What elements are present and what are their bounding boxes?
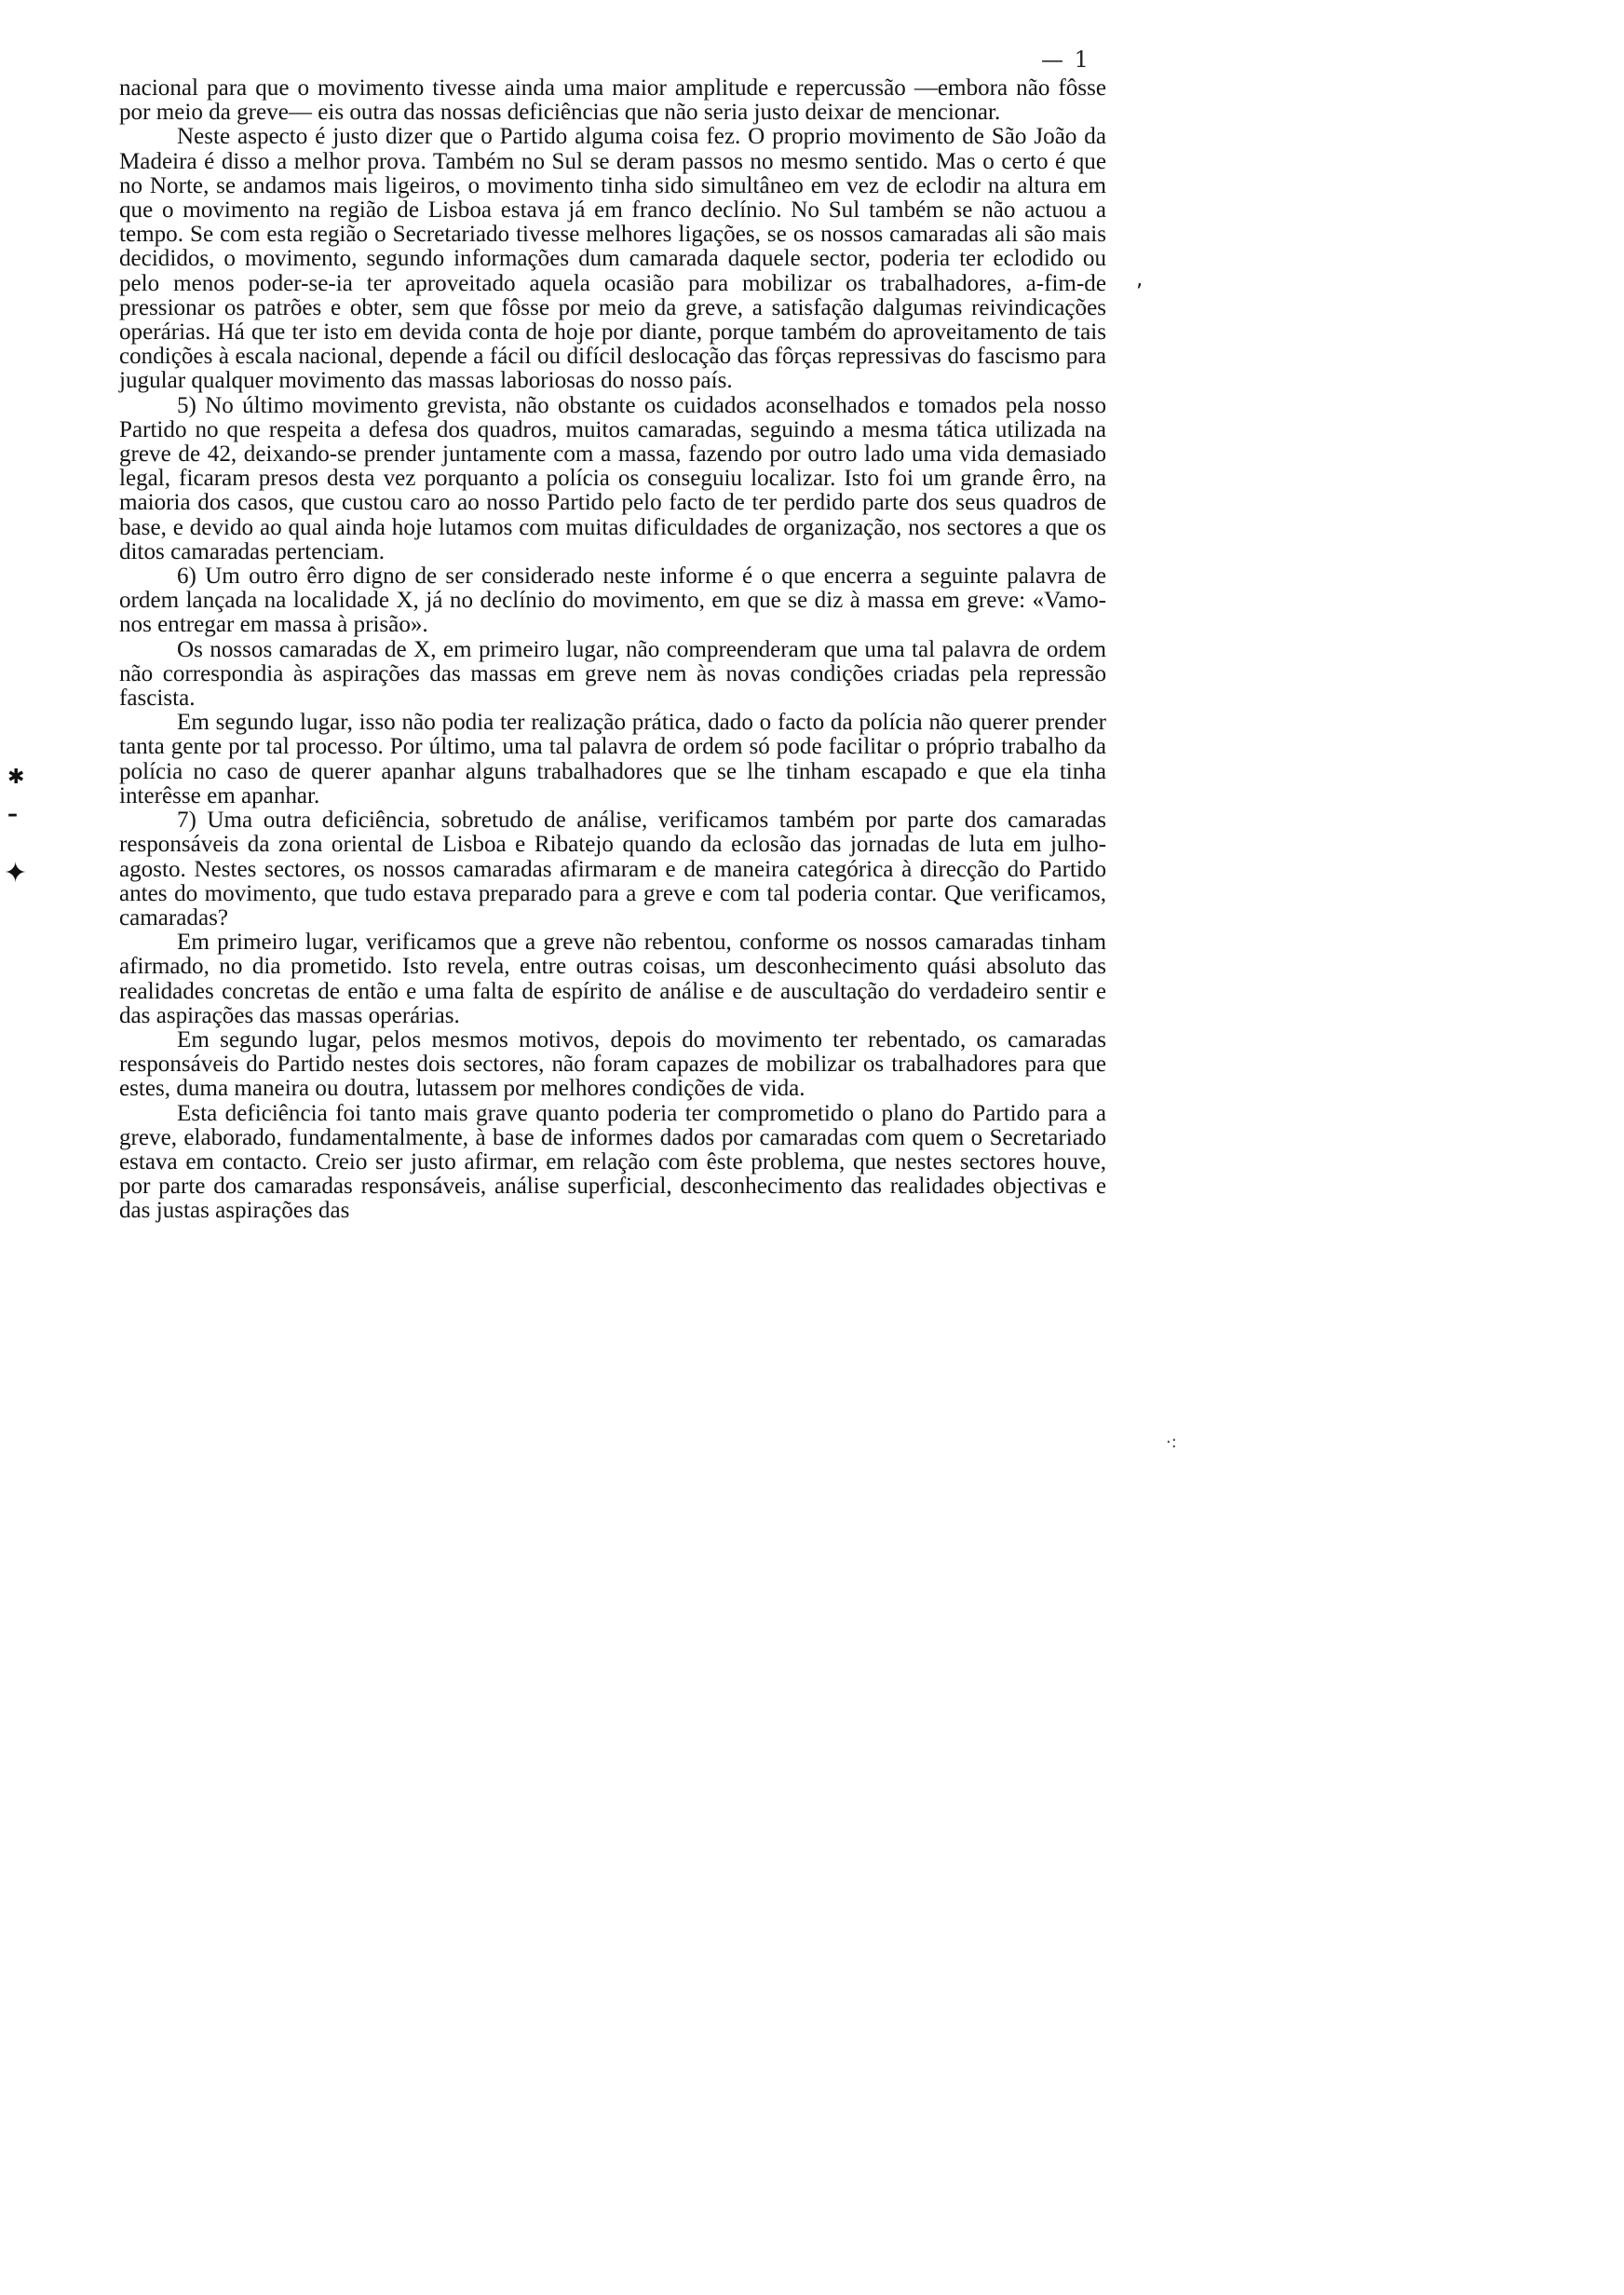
page-number: — 1 bbox=[1041, 47, 1090, 73]
paragraph: Esta deficiência foi tanto mais grave quanto poderia ter comprometido o plano do Partido para a greve, elaborado, fundamentalmente, à base de informes dados por camaradas com quem o Secretariado estava em contacto. Creio ser justo afirmar, em relação com êste problema, que nestes sectores houve, por parte dos camaradas responsáveis, análise superficial, desconhecimento das realidades objectivas e das justas aspirações das bbox=[119, 1100, 1106, 1224]
margin-ink-mark: – bbox=[7, 803, 18, 826]
paragraph: Em primeiro lugar, verificamos que a greve não rebentou, conforme os nossos camaradas tinham afirmado, no dia prometido. Isto revela, entre outras coisas, um desconhecimento quási absoluto das realidades concretas de então e uma falta de espírito de análise e de auscultação do verdadeiro sentir e das aspirações das massas operárias. bbox=[119, 930, 1106, 1028]
paragraph-point-5: 5) No último movimento grevista, não obstante os cuidados aconselhados e tomados pela nosso Partido no que respeita a defesa dos quadros, muitos camaradas, seguindo a mesma tática utilizada na greve de 42, deixando-se prender juntamente com a massa, fazendo por outro lado uma vida demasiado legal, ficaram presos desta vez porquanto a polícia os conseguiu localizar. Isto foi um grande êrro, na maioria dos casos, que custou caro ao nosso Partido pelo facto de ter perdido parte dos seus quadros de base, e devido ao qual ainda hoje lutamos com muitas dificuldades de organização, nos sectores a que os ditos camaradas pertenciam. bbox=[119, 392, 1106, 564]
paragraph: Em segundo lugar, isso não podia ter realização prática, dado o facto da polícia não querer prender tanta gente por tal processo. Por último, uma tal palavra de ordem só pode facilitar o próprio trabalho da polícia no caso de querer apanhar alguns trabalhadores que se lhe tinham escapado e que ela tinha interêsse em apanhar. bbox=[119, 710, 1106, 808]
paragraph-point-6: 6) Um outro êrro digno de ser considerado neste informe é o que encerra a seguinte palavra de ordem lançada na localidade X, já no declínio do movimento, em que se diz à massa em greve: «Vamo-nos entregar em massa à prisão». bbox=[119, 564, 1106, 638]
margin-tick-mark: ‚ bbox=[1136, 268, 1143, 292]
paragraph: Em segundo lugar, pelos mesmos motivos, depois do movimento ter rebentado, os camaradas responsáveis do Partido nestes dois sectores, não foram capazes de mobilizar os trabalhadores para que estes, duma maneira ou doutra, lutassem por melhores condições de vida. bbox=[119, 1026, 1106, 1102]
paragraph: Os nossos camaradas de X, em primeiro lugar, não compreenderam que uma tal palavra de ordem não correspondia às aspirações das massas em greve nem às novas condições criadas pela repressão fascista. bbox=[119, 636, 1106, 712]
margin-ink-mark: ✱ bbox=[7, 766, 25, 789]
paragraph-point-7: 7) Uma outra deficiência, sobretudo de análise, verificamos também por parte dos camaradas responsáveis da zona oriental de Lisboa e Ribatejo quando da eclosão das jornadas de luta em julho-agosto. Nestes sectores, os nossos camaradas afirmaram e de maneira categórica à direcção do Partido antes do movimento, que tudo estava preparado para a greve e com tal poderia contar. Que verificamos, camaradas? bbox=[119, 808, 1106, 930]
margin-ink-blot: ✦ bbox=[4, 857, 28, 889]
paragraph-continuation: nacional para que o movimento tivesse ainda uma maior amplitude e repercussão —embora não fôsse por meio da greve— eis outra das nossas deficiências que não seria justo deixar de mencionar. bbox=[119, 75, 1106, 126]
corner-ink-mark: ·: bbox=[1166, 1433, 1177, 1452]
paragraph: Neste aspecto é justo dizer que o Partido alguma coisa fez. O proprio movimento de São João da Madeira é disso a melhor prova. Também no Sul se deram passos no mesmo sentido. Mas o certo é que no Norte, se andamos mais ligeiros, o movimento tinha sido simultâneo em vez de eclodir na altura em que o movimento na região de Lisboa estava já em franco declínio. No Sul também se não actuou a tempo. Se com esta região o Secretariado tivesse melhores ligações, se os nossos camaradas ali são mais decididos, o movimento, segundo informações dum camarada daquele sector, poderia ter eclodido ou pelo menos poder-se-ia ter aproveitado aquela ocasião para mobilizar os trabalhadores, a-fim-de pressionar os patrões e obter, sem que fôsse por meio da greve, a satisfação dalgumas reivindicações operárias. Há que ter isto em devida conta de hoje por diante, porque também do aproveitamento de tais condições à escala nacional, depende a fácil ou difícil deslocação das fôrças repressivas do fascismo para jugular qualquer movimento das massas laboriosas do nosso país. bbox=[119, 124, 1106, 394]
document-body bbox=[119, 76, 1106, 1224]
